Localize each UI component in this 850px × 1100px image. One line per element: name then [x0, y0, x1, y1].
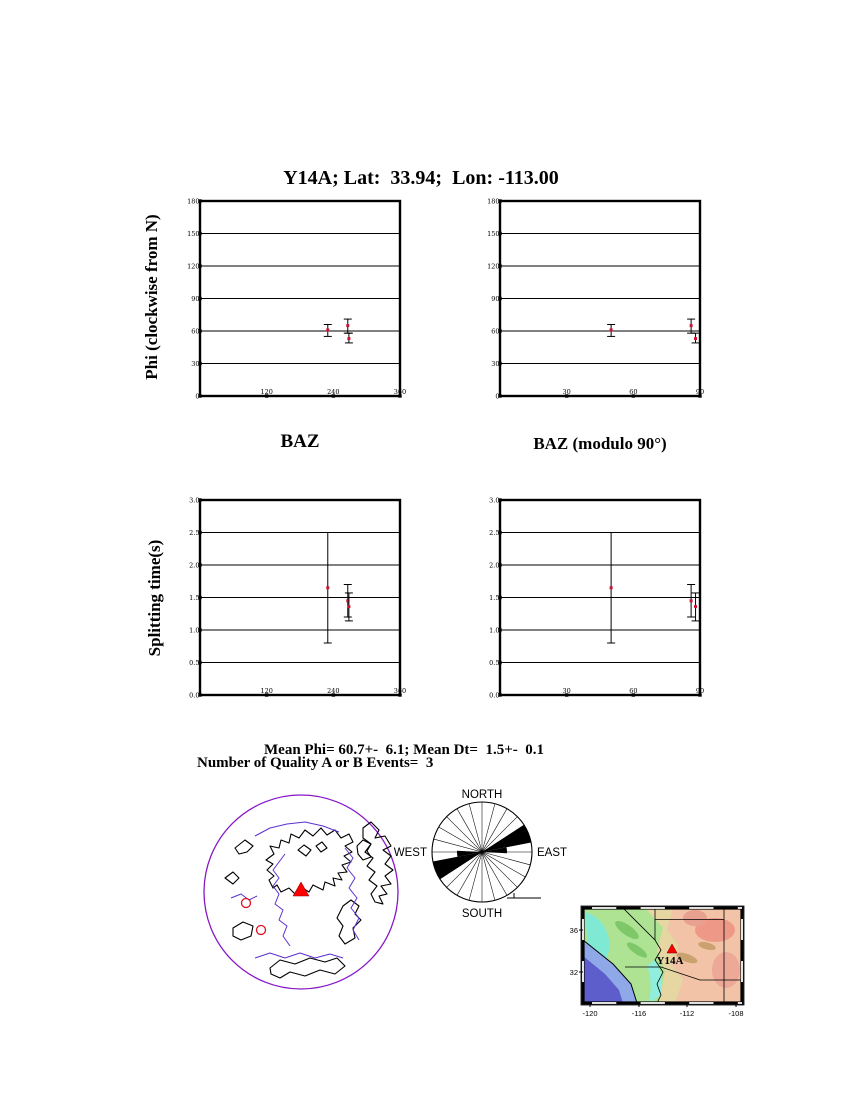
data-point [610, 586, 613, 589]
x-tick-label: 120 [260, 388, 273, 396]
map-lon-tick: -108 [728, 1009, 744, 1018]
data-point [694, 605, 697, 608]
y-tick-label: 0.0 [489, 691, 500, 700]
southern-ridge [255, 953, 343, 958]
plot-dt-vs-baz [189, 496, 407, 700]
dt-axis-label: Splitting time(s) [145, 539, 164, 657]
rose-north-label: NORTH [461, 789, 503, 801]
y-tick-label: 0 [495, 392, 500, 401]
eurasia-outline [363, 822, 393, 904]
data-point [326, 328, 329, 331]
y-tick-label: 180 [187, 197, 200, 206]
globe-map [195, 788, 407, 1000]
y-tick-label: 0.5 [489, 658, 500, 667]
kamchatka-outline [235, 840, 253, 854]
y-tick-label: 0 [195, 392, 200, 401]
y-tick-label: 90 [191, 294, 200, 303]
page-title: Y14A; Lat: 33.94; Lon: -113.00 [283, 167, 559, 189]
mid-atlantic-ridge [345, 848, 359, 940]
y-tick-label: 1.5 [489, 593, 500, 602]
y-tick-label: 60 [491, 327, 500, 336]
measurement [692, 333, 700, 343]
rose-diagram [395, 770, 575, 930]
data-point [347, 605, 350, 608]
measurement [607, 325, 615, 337]
x-tick-label: 60 [629, 388, 638, 396]
map-lon-tick: -120 [582, 1009, 598, 1018]
data-point [326, 586, 329, 589]
y-tick-label: 0.0 [189, 691, 200, 700]
x-tick-label: 240 [327, 388, 340, 396]
data-point [694, 337, 697, 340]
pacific-island-outline [225, 872, 239, 884]
y-tick-label: 1.5 [189, 593, 200, 602]
x-tick-label: 90 [695, 388, 705, 396]
map-lon-tick: -112 [679, 1009, 695, 1018]
rose-east-label: EAST [537, 847, 568, 859]
x-tick-label: 30 [562, 687, 571, 695]
north-america-outline [266, 828, 353, 894]
x-tick-label: 120 [260, 687, 273, 695]
data-point [347, 337, 350, 340]
map-lon-tick: -116 [631, 1009, 647, 1018]
y-tick-label: 120 [187, 262, 200, 271]
measurement [687, 585, 695, 618]
y-tick-label: 30 [491, 359, 500, 368]
mean-values-text: Mean Phi= 60.7+- 6.1; Mean Dt= 1.5+- 0.1 [264, 742, 544, 758]
arctic-islands-outline [298, 842, 327, 856]
y-tick-label: 150 [187, 229, 200, 238]
y-tick-label: 3.0 [489, 496, 500, 505]
plot-phi-vs-baz-mod90 [487, 197, 705, 401]
measurement [345, 333, 353, 343]
map-lat-tick: 36 [569, 926, 578, 935]
x-tick-label: 360 [393, 388, 407, 396]
measurement [607, 533, 615, 644]
event-count-text: Number of Quality A or B Events= 3 [197, 755, 434, 771]
plot-dt-vs-baz-mod90 [489, 496, 705, 700]
rose-west-label: WEST [393, 847, 427, 859]
map-lat-tick: 32 [569, 968, 578, 977]
rose-south-label: SOUTH [461, 908, 503, 920]
x-tick-label: 30 [562, 388, 571, 396]
x-tick-label: 240 [327, 687, 340, 695]
baz-axis-label: BAZ [280, 431, 320, 452]
y-tick-label: 2.0 [489, 561, 500, 570]
y-tick-label: 120 [487, 262, 500, 271]
antarctica-outline [270, 958, 345, 978]
rose-scale-bar [507, 893, 541, 898]
x-tick-label: 60 [629, 687, 638, 695]
event-circle [242, 899, 251, 908]
australia-outline [233, 922, 253, 940]
y-tick-label: 2.5 [189, 528, 200, 537]
plot-phi-vs-baz [187, 197, 407, 401]
y-tick-label: 180 [487, 197, 500, 206]
y-tick-label: 150 [487, 229, 500, 238]
continent-outlines [225, 822, 393, 978]
map-station-label: Y14A [656, 955, 684, 967]
y-tick-label: 1.0 [189, 626, 200, 635]
measurement [344, 585, 352, 618]
data-point [346, 324, 349, 327]
data-point [690, 324, 693, 327]
measurement [324, 325, 332, 337]
phi-axis-label: Phi (clockwise from N) [142, 214, 161, 380]
station-triangle-icon [293, 882, 309, 896]
x-tick-label: 360 [393, 687, 407, 695]
baz-mod-axis-label: BAZ (modulo 90°) [533, 434, 667, 453]
measurement [324, 533, 332, 644]
data-point [610, 328, 613, 331]
region-map [569, 900, 765, 1025]
y-tick-label: 2.5 [489, 528, 500, 537]
x-tick-label: 90 [695, 687, 705, 695]
y-tick-label: 3.0 [189, 496, 200, 505]
y-tick-label: 90 [491, 294, 500, 303]
y-tick-label: 0.5 [189, 658, 200, 667]
y-tick-label: 60 [191, 327, 200, 336]
y-tick-label: 2.0 [189, 561, 200, 570]
event-circle [257, 926, 266, 935]
y-tick-label: 30 [191, 359, 200, 368]
east-pacific-rise [273, 854, 290, 946]
data-point [690, 599, 693, 602]
y-tick-label: 1.0 [489, 626, 500, 635]
